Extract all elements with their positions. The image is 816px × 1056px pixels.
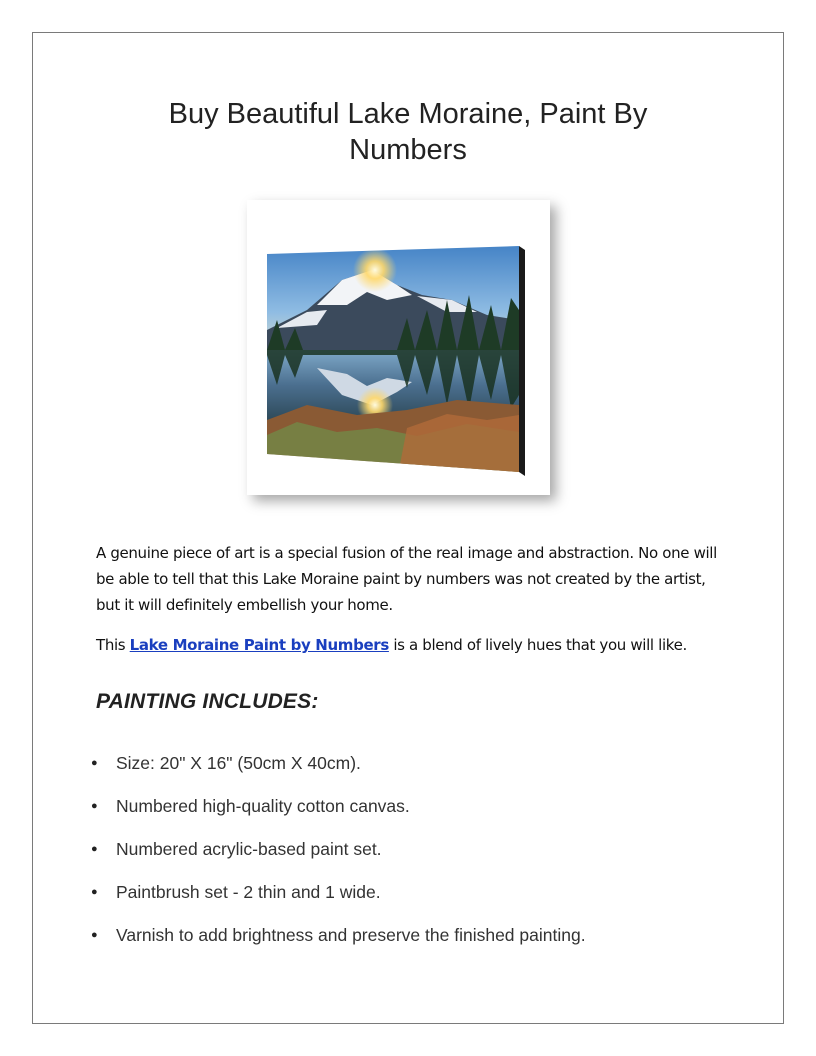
description-link-paragraph bbox=[96, 632, 726, 658]
list-item-text: Varnish to add brightness and preserve the finished painting. bbox=[116, 925, 586, 945]
list-item-text: Paintbrush set - 2 thin and 1 wide. bbox=[116, 882, 381, 902]
paragraph-suffix: is a blend of lively hues that you will like. bbox=[388, 636, 687, 654]
list-item-text: Numbered high-quality cotton canvas. bbox=[116, 796, 410, 816]
bullet-icon: ● bbox=[91, 843, 98, 855]
description-paragraph: A genuine piece of art is a special fusion of the real image and abstraction. No one will be able to tell that this Lake Moraine paint by numbers was not created by the artist, but it will definitely embellish your home. bbox=[96, 544, 717, 614]
bullet-icon: ● bbox=[91, 886, 98, 898]
list-item-text: Numbered acrylic-based paint set. bbox=[116, 839, 382, 859]
product-image bbox=[247, 200, 550, 495]
lake-moraine-canvas-image bbox=[247, 200, 550, 495]
includes-list bbox=[88, 746, 586, 961]
bullet-icon: ● bbox=[91, 800, 98, 812]
includes-heading: PAINTING INCLUDES: bbox=[96, 690, 319, 713]
bullet-icon: ● bbox=[91, 929, 98, 941]
page-title: Buy Beautiful Lake Moraine, Paint By Numbers bbox=[168, 98, 648, 166]
list-item bbox=[88, 789, 586, 832]
list-item bbox=[88, 746, 586, 789]
bullet-icon: ● bbox=[91, 757, 98, 769]
list-item bbox=[88, 875, 586, 918]
product-link[interactable]: Lake Moraine Paint by Numbers bbox=[129, 636, 389, 654]
list-item bbox=[88, 832, 586, 875]
list-item-text: Size: 20" X 16" (50cm X 40cm). bbox=[116, 753, 361, 773]
paragraph-prefix: This bbox=[96, 636, 130, 654]
list-item bbox=[88, 918, 586, 961]
